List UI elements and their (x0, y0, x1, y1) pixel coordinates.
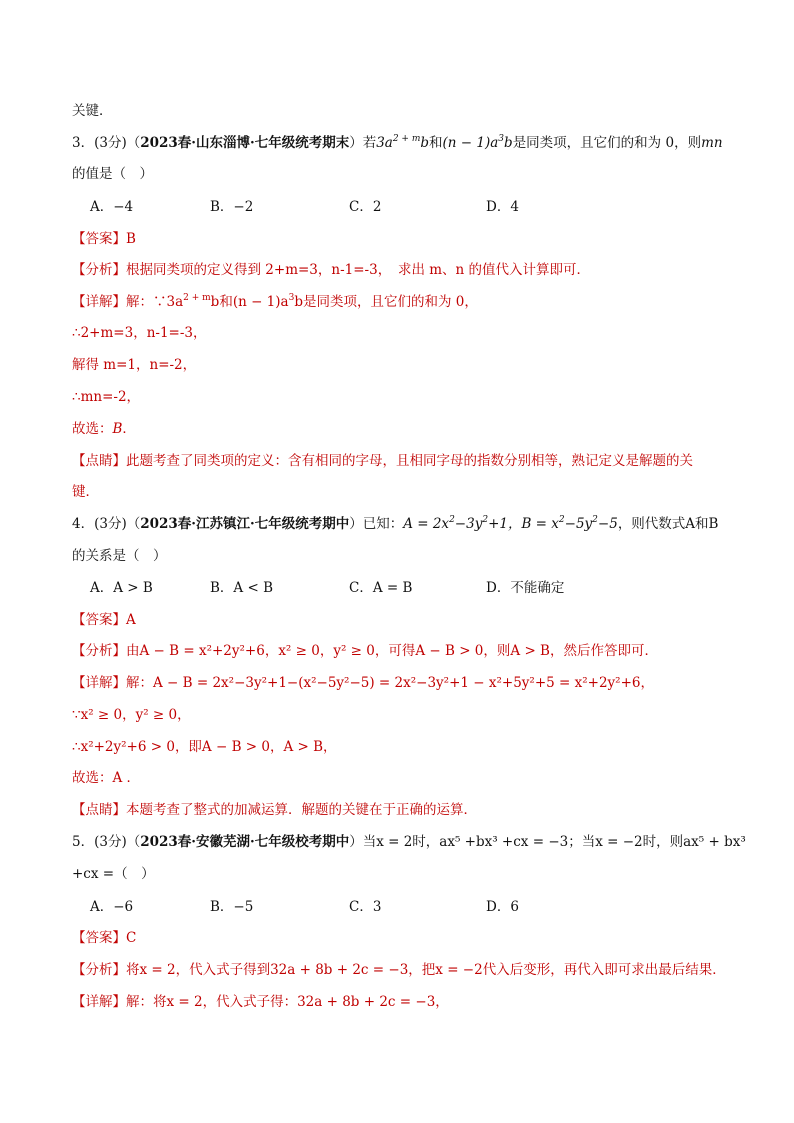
q4-analysis: 【分析】由A − B = x²+2y²+6，x² ≥ 0，y² ≥ 0，可得A − B > 0，则A > B，然后作答即可． (72, 643, 658, 659)
q4-stem-line2: 的关系是（ ） (72, 548, 167, 564)
q3-stem-line2: 的值是（ ） (72, 166, 153, 182)
q3-comment-line2: 键． (72, 484, 99, 500)
q4-detail-line4: 故选：A ． (72, 770, 141, 786)
q3-expr1: $3a^{2 + m}b$ (376, 134, 430, 151)
q4-detail-line2: ∵x² ≥ 0，y² ≥ 0， (72, 707, 191, 723)
q3-text: ）若 (349, 135, 377, 151)
q3-detail-line5: 故选：B． (72, 421, 136, 437)
q5-option-a: A．−6 (90, 899, 134, 915)
q3-detail-line4: ∴mn=-2， (72, 389, 141, 405)
q4-text-tail: ，则代数式A和B (617, 516, 719, 532)
q3-expr2: $(n - 1)a^3b$ (442, 134, 513, 151)
q4-answer: 【答案】A (72, 612, 136, 628)
q4-comment: 【点睛】本题考查了整式的加减运算．解题的关键在于正确的运算． (72, 802, 477, 818)
q4-expr-b: ，$B = x^2-5y^2-5$ (507, 515, 618, 532)
q5-detail-line1: 【详解】解：将x = 2，代入式子得：32a + 8b + 2c = −3， (72, 994, 449, 1010)
q3-option-a: A．−4 (90, 199, 134, 215)
q4-option-c: C．A = B (349, 580, 413, 596)
q3-source: 2023春·山东淄博·七年级统考期末 (140, 135, 350, 151)
q4-stem-line1 (72, 514, 718, 534)
q4-text: ）已知： (349, 516, 404, 532)
q3-option-b: B．−2 (210, 199, 254, 215)
q5-source: 2023春·安徽芜湖·七年级校考期中 (140, 834, 350, 850)
q3-detail-line2: ∴2+m=3，n-1=-3， (72, 325, 207, 341)
q3-mn: mn (701, 135, 723, 151)
q4-number: 4．(3分)（ (72, 516, 141, 532)
q5-answer: 【答案】C (72, 930, 137, 946)
q5-text: ）当x = 2时，ax⁵ +bx³ +cx = −3；当x = −2时，则ax⁵ + bx³ (349, 834, 746, 850)
q5-option-d: D．6 (486, 899, 519, 915)
q3-analysis: 【分析】根据同类项的定义得到 2+m=3，n-1=-3， 求出 m、n 的值代入计算即可． (72, 262, 591, 278)
q3-detail-line1: 【详解】解：$\because 3a^{2 + m}b$和$(n - 1)a^3b$是同类项，且它们的和为 0， (72, 293, 478, 310)
q5-stem-line1 (72, 832, 746, 852)
q5-option-c: C．3 (349, 899, 382, 915)
q5-stem-line2: +cx =（ ） (72, 866, 155, 882)
q3-text-tail: 是同类项，且它们的和为 0，则 (512, 135, 702, 151)
q3-option-d: D．4 (486, 199, 519, 215)
q5-number: 5．(3分)（ (72, 834, 141, 850)
q4-option-b: B．A < B (210, 580, 273, 596)
q4-option-d: D．不能确定 (486, 580, 565, 596)
q3-answer: 【答案】B (72, 231, 136, 247)
q4-detail-line3: ∴x²+2y²+6 > 0，即A − B > 0，A > B， (72, 739, 337, 755)
q4-option-a: A．A > B (90, 580, 153, 596)
q5-option-b: B．−5 (210, 899, 254, 915)
q3-option-c: C．2 (349, 199, 382, 215)
q3-detail-line3: 解得 m=1，n=-2， (72, 357, 197, 373)
q3-text-and: 和 (429, 135, 443, 151)
q3-comment-line1: 【点睛】此题考查了同类项的定义：含有相同的字母，且相同字母的指数分别相等，熟记定义是解题的关 (72, 453, 693, 469)
continued-text: 关键． (72, 103, 113, 119)
q3-stem-line1 (72, 133, 723, 153)
q3-number: 3．(3分)（ (72, 135, 141, 151)
q5-analysis: 【分析】将x = 2，代入式子得到32a + 8b + 2c = −3，把x = −2代入后变形，再代入即可求出最后结果． (72, 962, 726, 978)
q4-expr-a: $A = 2x^2-3y^2+1$ (403, 515, 508, 532)
q4-detail-line1: 【详解】解：A − B = 2x²−3y²+1−(x²−5y²−5) = 2x²−3y²+1 − x²+5y²+5 = x²+2y²+6， (72, 675, 654, 691)
q4-source: 2023春·江苏镇江·七年级统考期中 (140, 516, 350, 532)
